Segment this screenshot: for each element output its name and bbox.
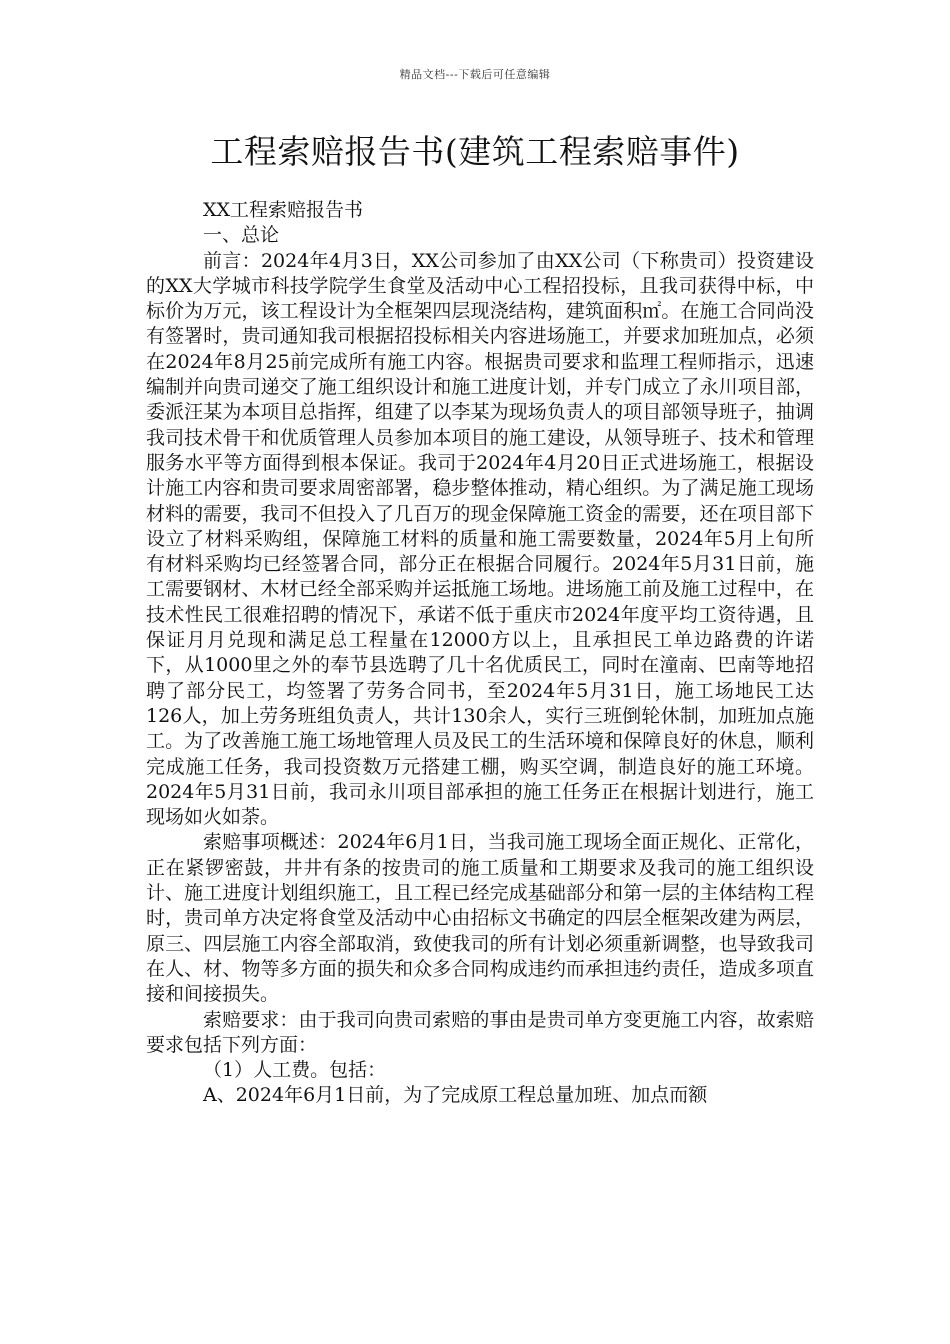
labor-cost-item: （1）人工费。包括：: [203, 1059, 387, 1082]
preface-paragraph: 前言：2024年4月3日，XX公司参加了由XX公司（下称贵司）投资建设的XX大学城市科技学院学生食堂及活动中心工程招投标，且我司获得中标，中标价为万元，该工程设计为全框架四层现浇结构，建筑面积㎡。在施工合同尚没有签署时，贵司通知我司根据招投标相关内容进场施工，并要求加班加点，必须在2024年8月25前完成所有施工内容。根据贵司要求和监理工程师指示，迅速编制并向贵司递交了施工组织设计和施工进度计划，并专门成立了永川项目部，委派汪某为本项目总指挥，组建了以李某为现场负责人的项目部领导班子，抽调我司技术骨干和优质管理人员参加本项目的施工建设，从领导班子、技术和管理服务水平等方面得到根本保证。我司于2024年4月20日正式进场施工，根据设计施工内容和贵司要求周密部署，稳步整体推动，精心组织。为了满足施工现场材料的需要，我司不但投入了几百万的现金保障施工资金的需要，还在项目部下设立了材料采购组，保障施工材料的质量和施工需要数量，2024年5月上旬所有材料采购均已经签署合同，部分正在根据合同履行。2024年5月31日前，施工需要钢材、木材已经全部采购并运抵施工场地。进场施工前及施工过程中，在技术性民工很难招聘的情况下，承诺不低于重庆市2024年度平均工资待遇，且保证月月兑现和满足总工程量在12000方以上，且承担民工单边路费的许诺下，从1000里之外的奉节县选聘了几十名优质民工，同时在潼南、巴南等地招聘了部分民工，均签署了劳务合同书，至2024年5月31日，施工场地民工达126人，加上劳务班组负责人，共计130余人，实行三班倒轮休制，加班加点施工。为了改善施工施工场地管理人员及民工的生活环境和保障良好的休息，顺利完成施工任务，我司投资数万元搭建工棚，购买空调，制造良好的施工环境。2024年5月31日前，我司永川项目部承担的施工任务正在根据计划进行，施工现场如火如荼。: [146, 249, 814, 829]
labor-cost-subitem: A、2024年6月1日前，为了完成原工程总量加班、加点而额: [203, 1084, 708, 1107]
document-body: [146, 198, 814, 1109]
header-note: 精品文档---下载后可任意编辑: [399, 68, 551, 81]
claim-request-paragraph: 索赔要求：由于我司向贵司索赔的事由是贵司单方变更施工内容，故索赔要求包括下列方面：: [146, 1008, 814, 1056]
document-title: 工程索赔报告书(建筑工程索赔事件): [210, 132, 740, 171]
claim-overview-paragraph: 索赔事项概述：2024年6月1日，当我司施工现场全面正规化、正常化，正在紧锣密鼓，井井有条的按贵司的施工质量和工期要求及我司的施工组织设计、施工进度计划组织施工，且工程已经完成基础部分和第一层的主体结构工程时，贵司单方决定将食堂及活动中心由招标文书确定的四层全框架改建为两层，原三、四层施工内容全部取消，致使我司的所有计划必须重新调整，也导致我司在人、材、物等多方面的损失和众多合同构成违约而承担违约责任，造成多项直接和间接损失。: [146, 831, 814, 1006]
report-subtitle: XX工程索赔报告书: [203, 199, 364, 221]
section-heading: 一、总论: [203, 224, 280, 247]
